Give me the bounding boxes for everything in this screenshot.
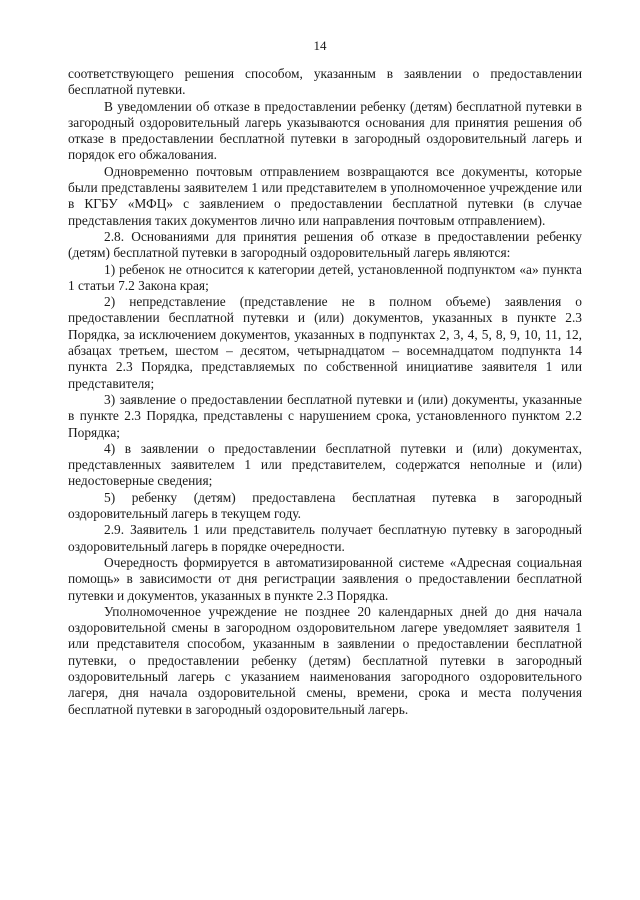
list-item-1: 1) ребенок не относится к категории детей, установленной подпунктом «а» пункта 1 статьи 7.2 Закона края; <box>68 261 582 293</box>
list-item-5: 5) ребенку (детям) предоставлена бесплатная путевка в загородный оздоровительный лагерь в текущем году. <box>68 489 582 522</box>
paragraph-3: Одновременно почтовым отправлением возвращаются все документы, которые были представлены заявителем 1 или представителем в уполномоченное учреждение или в КГБУ «МФЦ» с заявлением о предоставлении бесплатной путевки (в случае представления таких документов лично или направления почтовым отправлением). <box>68 163 582 228</box>
list-item-2: 2) непредставление (представление не в полном объеме) заявления о предоставлении бесплатной путевки и (или) документов, указанных в пункте 2.3 Порядка, за исключением документов, указанных в подпунктах 2, 3, 4, 5, 8, 9, 10, 11, 12, абзацах третьем, шестом – десятом, четырнадцатом – восемнадцатом подпункта 14 пункта 2.3 Порядка, представляемых по собственной инициативе заявителя 1 или представителя; <box>68 294 582 391</box>
paragraph-5: 2.9. Заявитель 1 или представитель получает бесплатную путевку в загородный оздоровительный лагерь в порядке очередности. <box>68 522 582 554</box>
paragraph-6: Очередность формируется в автоматизированной системе «Адресная социальная помощь» в зависимости от дня регистрации заявления о предоставлении бесплатной путевки и документов, указанных в пункте 2.3 Порядка. <box>68 554 582 603</box>
paragraph-4: 2.8. Основаниями для принятия решения об отказе в предоставлении ребенку (детям) бесплатной путевки в загородный оздоровительный лагерь являются: <box>68 228 582 261</box>
paragraph-7: Уполномоченное учреждение не позднее 20 календарных дней до дня начала оздоровительной смены в загородном оздоровительном лагере уведомляет заявителя 1 или представителя способом, указанным в заявлении о предоставлении бесплатной путевки, о предоставлении ребенку (детям) бесплатной путевки в загородный оздоровительный лагерь с указанием наименования загородного оздоровительного лагеря, дня начала оздоровительной смены, времени, срока и места получения бесплатной путевки в загородный оздоровительный лагерь. <box>68 603 582 717</box>
list-item-4: 4) в заявлении о предоставлении бесплатной путевки и (или) документах, представленных заявителем 1 или представителем, содержатся неполные и (или) недостоверные сведения; <box>68 440 582 489</box>
list-item-3: 3) заявление о предоставлении бесплатной путевки и (или) документы, указанные в пункте 2.3 Порядка, представлены с нарушением срока, установленного пунктом 2.2 Порядка; <box>68 391 582 440</box>
page-number: 14 <box>313 38 327 53</box>
document-body <box>68 66 582 718</box>
paragraph-1: соответствующего решения способом, указанным в заявлении о предоставлении бесплатной путевки. <box>68 66 582 98</box>
paragraph-2: В уведомлении об отказе в предоставлении ребенку (детям) бесплатной путевки в загородный оздоровительный лагерь указываются основания для принятия решения об отказе в предоставлении бесплатной путевки в загородный оздоровительный лагерь и порядок его обжалования. <box>68 98 582 163</box>
